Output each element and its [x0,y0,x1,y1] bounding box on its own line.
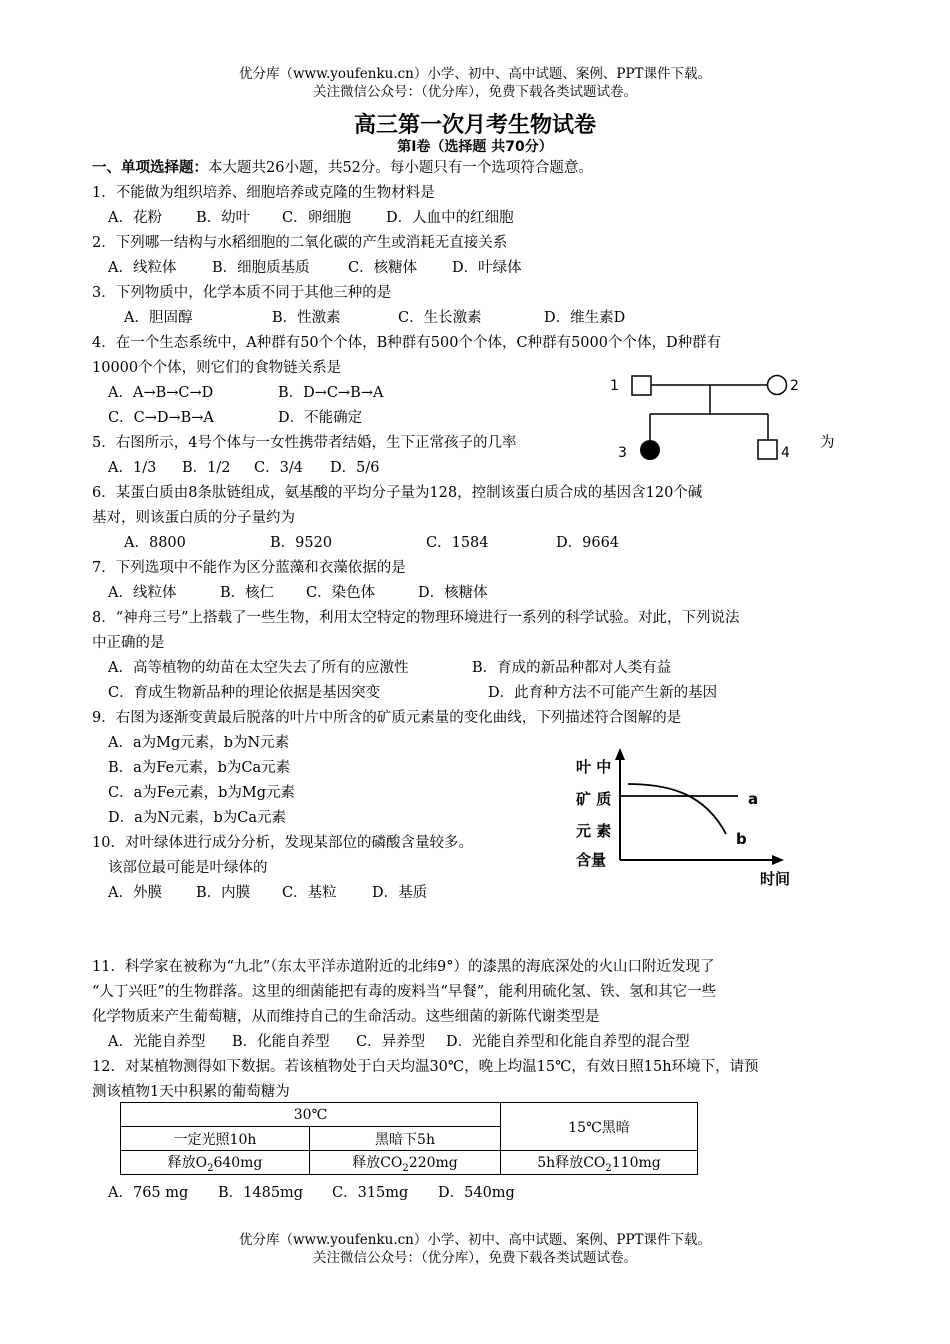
page-title: 高三第一次月考生物试卷 [353,113,596,138]
graph-y-label-4: 含量 [576,851,607,869]
q5-option-b: B．1/2 [182,460,231,476]
q3-option-c: C．生长激素 [398,310,482,326]
q1-option-a: A．花粉 [108,210,162,226]
cell-subscript: 2 [207,1162,214,1174]
section-heading [92,159,593,177]
cell-value: 220mg [408,1154,458,1171]
q12-option-a: A．765 mg [108,1185,189,1201]
q9-option-c: C．a为Fe元素，b为Mg元素 [108,785,295,801]
q10-stem-line-2: 该部位最可能是叶绿体的 [108,860,268,876]
cell-text: 5h释放CO [537,1154,606,1171]
q4-stem-line-2: 10000个个体，则它们的食物链关系是 [92,360,342,376]
q12-option-b: B．1485mg [218,1185,304,1201]
pedigree-label-2: 2 [790,378,799,394]
pedigree-male-1 [632,376,651,395]
q9-stem: 9．右图为逐渐变黄最后脱落的叶片中所含的矿质元素量的变化曲线，下列描述符合图解的是 [92,710,682,726]
q3-stem: 3．下列物质中，化学本质不同于其他三种的是 [92,285,392,301]
q4-option-d: D．不能确定 [278,410,363,426]
q6-option-d: D．9664 [556,535,620,551]
q1-option-d: D．人血中的红细胞 [386,210,514,226]
header-line-2: 关注微信公众号：（优分库），免费下载各类试题试卷。 [313,84,637,100]
q12-data-table [120,1102,698,1175]
cell-subscript: 2 [402,1162,409,1174]
q9-option-b: B．a为Fe元素，b为Ca元素 [108,760,291,776]
q1-option-c: C．卵细胞 [282,210,352,226]
pedigree-diagram [600,362,820,472]
graph-x-label: 时间 [760,870,791,888]
q2-option-b: B．细胞质基质 [212,260,310,276]
table-cell-co2-release-15c [501,1151,698,1175]
q12-option-d: D．540mg [438,1185,515,1201]
pedigree-affected-female-3 [640,440,660,460]
mineral-content-graph [570,746,800,890]
q6-option-a: A．8800 [124,535,186,551]
q5-stem: 5．右图所示，4号个体与一女性携带者结婚，生下正常孩子的几率 [92,435,517,451]
q4-option-b: B．D→C→B→A [278,385,384,401]
q3-option-b: B．性激素 [272,310,341,326]
q11-stem-line-2: “人丁兴旺”的生物群落。这里的细菌能把有毒的废料当“早餐”，能利用硫化氢、铁、氢和其它一些 [92,984,717,1000]
q1-option-b: B．幼叶 [196,210,251,226]
q5-option-a: A．1/3 [108,460,157,476]
table-header-dark-5h: 黑暗下5h [310,1127,501,1151]
q11-option-d: D．光能自养型和化能自养型的混合型 [446,1034,690,1050]
q11-option-c: C．异养型 [356,1034,426,1050]
q3-option-d: D．维生素D [544,310,626,326]
q7-option-a: A．线粒体 [108,585,177,601]
q11-stem-line-1: 11．科学家在被称为“九北”（东太平洋赤道附近的北纬9°）的漆黑的海底深处的火山口附近发现了 [92,959,715,975]
graph-curve-b [628,784,726,834]
part-subtitle: 第Ⅰ卷（选择题 共70分） [397,139,553,155]
table-cell-o2-release [121,1151,310,1175]
q12-option-c: C．315mg [332,1185,409,1201]
pedigree-female-2 [768,376,787,395]
cell-text: 释放O [167,1154,208,1171]
q8-option-d: D．此育种方法不可能产生新的基因 [488,685,718,701]
q7-option-b: B．核仁 [220,585,275,601]
q6-option-b: B．9520 [270,535,333,551]
q11-stem-line-3: 化学物质来产生葡萄糖，从而维持自己的生命活动。这些细菌的新陈代谢类型是 [92,1009,600,1025]
q7-option-d: D．核糖体 [418,585,488,601]
q3-option-a: A．胆固醇 [124,310,193,326]
q5-stem-tail: 为 [820,435,835,451]
table-header-15c-dark: 15℃黑暗 [501,1103,698,1151]
q10-option-c: C．基粒 [282,885,337,901]
q10-option-b: B．内膜 [196,885,251,901]
q4-option-c: C．C→D→B→A [108,410,214,426]
q6-stem-line-1: 6．某蛋白质由8条肽链组成，氨基酸的平均分子量为128，控制该蛋白质合成的基因含120个碱 [92,485,703,501]
q8-option-a: A．高等植物的幼苗在太空失去了所有的应激性 [108,660,409,676]
table-cell-co2-release-30c [310,1151,501,1175]
cell-subscript: 2 [605,1162,612,1174]
q10-option-d: D．基质 [372,885,428,901]
q2-option-d: D．叶绿体 [452,260,522,276]
cell-text: 释放CO [352,1154,403,1171]
q7-stem: 7．下列选项中不能作为区分蓝藻和衣藻依据的是 [92,560,406,576]
q9-option-a: A．a为Mg元素，b为N元素 [108,735,290,751]
q12-stem-line-1: 12．对某植物测得如下数据。若该植物处于白天均温30℃，晚上均温15℃，有效日照15h环境下，请预 [92,1059,759,1075]
pedigree-label-3: 3 [618,445,627,461]
q2-stem: 2．下列哪一结构与水稻细胞的二氧化碳的产生或消耗无直接关系 [92,235,508,251]
q12-stem-line-2: 测该植物1天中积累的葡萄糖为 [92,1084,290,1100]
table-header-light-10h: 一定光照10h [121,1127,310,1151]
graph-y-label-2: 矿 质 [576,790,612,808]
pedigree-male-4 [758,440,777,459]
q11-option-a: A．光能自养型 [108,1034,206,1050]
q6-option-c: C．1584 [426,535,489,551]
cell-value: 640mg [213,1154,263,1171]
graph-x-arrow [772,855,784,865]
graph-y-label-1: 叶 中 [576,758,612,776]
q8-stem-line-1: 8．“神舟三号”上搭载了一些生物，利用太空特定的物理环境进行一系列的科学试验。对此，下列说法 [92,610,740,626]
q6-stem-line-2: 基对，则该蛋白质的分子量约为 [92,510,295,526]
cell-value: 110mg [611,1154,661,1171]
q4-option-a: A．A→B→C→D [108,385,214,401]
q7-option-c: C．染色体 [306,585,376,601]
q8-option-c: C．育成生物新品种的理论依据是基因突变 [108,685,381,701]
q10-option-a: A．外膜 [108,885,162,901]
q5-option-d: D．5/6 [330,460,380,476]
footer-line-2: 关注微信公众号：（优分库），免费下载各类试题试卷。 [313,1250,637,1266]
graph-curve-a-label: a [748,790,759,808]
q4-stem-line-1: 4．在一个生态系统中，A种群有50个个体，B种群有500个个体，C种群有5000个个体，D种群有 [92,335,722,351]
q2-option-a: A．线粒体 [108,260,177,276]
graph-y-label-3: 元 素 [576,822,612,840]
q2-option-c: C．核糖体 [348,260,418,276]
section-desc: 本大题共26小题，共52分。每小题只有一个选项符合题意。 [208,160,593,176]
footer-line-1: 优分库（www.youfenku.cn）小学、初中、高中试题、案例、PPT课件下载。 [238,1232,712,1248]
q8-option-b: B．育成的新品种都对人类有益 [472,660,672,676]
pedigree-label-1: 1 [610,378,619,394]
q11-option-b: B．化能自养型 [232,1034,330,1050]
q8-stem-line-2: 中正确的是 [92,635,165,651]
q9-option-d: D．a为N元素，b为Ca元素 [108,810,286,826]
section-label: 一、单项选择题： [92,160,208,176]
pedigree-label-4: 4 [781,445,790,461]
graph-curve-b-label: b [736,830,747,848]
header-line-1: 优分库（www.youfenku.cn）小学、初中、高中试题、案例、PPT课件下载。 [238,66,712,82]
q1-stem: 1．不能做为组织培养、细胞培养或克隆的生物材料是 [92,185,435,201]
q5-option-c: C．3/4 [254,460,303,476]
q10-stem-line-1: 10．对叶绿体进行成分分析，发现某部位的磷酸含量较多。 [92,835,473,851]
graph-y-arrow [615,748,625,760]
table-header-30c: 30℃ [121,1103,501,1127]
